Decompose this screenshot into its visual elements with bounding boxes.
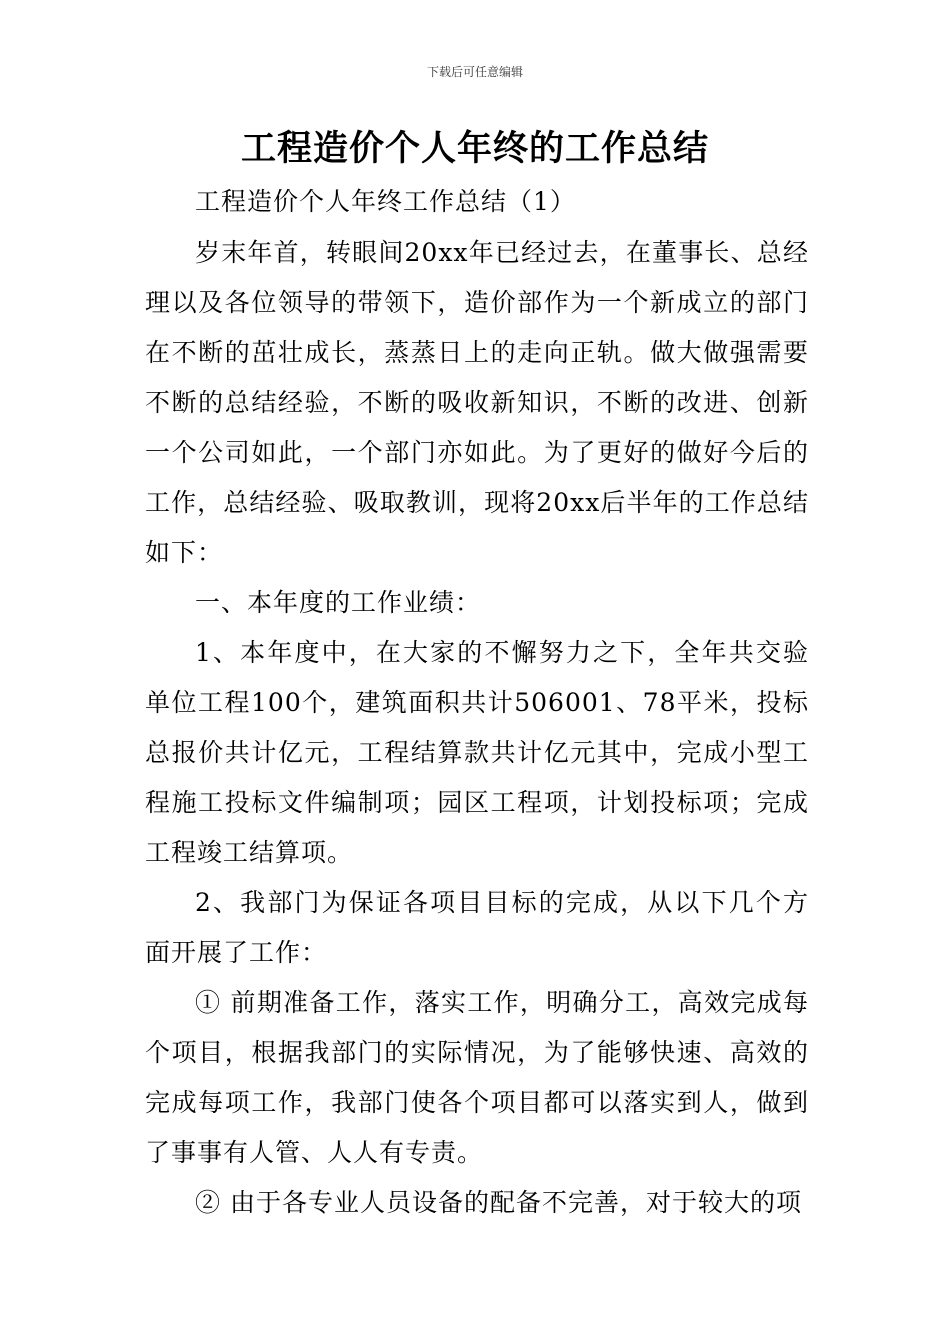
document-body [145,177,809,1228]
section-subtitle: 工程造价个人年终工作总结（1） [195,187,576,216]
paragraph-intro: 岁末年首，转眼间20xx年已经过去，在董事长、总经理以及各位领导的带领下，造价部作为一个新成立的部门在不断的茁壮成长，蒸蒸日上的走向正轨。做大做强需要不断的总结经验，不断的吸收新知识，不断的改进、创新一个公司如此，一个部门亦如此。为了更好的做好今后的工作，总结经验、吸取教训，现将20xx后半年的工作总结如下： [145,238,809,567]
paragraph-item-1: 1、本年度中，在大家的不懈努力之下，全年共交验单位工程100个，建筑面积共计506001、78平米，投标总报价共计亿元，工程结算款共计亿元其中，完成小型工程施工投标文件编制项；园区工程项，计划投标项；完成工程竣工结算项。 [145,638,809,867]
paragraph-subitem-1: ① 前期准备工作，落实工作，明确分工，高效完成每个项目，根据我部门的实际情况，为了能够快速、高效的完成每项工作，我部门使各个项目都可以落实到人，做到了事事有人管、人人有专责。 [145,988,809,1167]
paragraph-heading-achievements: 一、本年度的工作业绩： [195,588,482,617]
paragraph-subitem-2: ② 由于各专业人员设备的配备不完善，对于较大的项 [195,1188,802,1217]
document-title: 工程造价个人年终的工作总结 [240,129,709,169]
header-note: 下载后可任意编辑 [426,65,523,79]
paragraph-item-2: 2、我部门为保证各项目目标的完成，从以下几个方面开展了工作： [145,888,809,967]
